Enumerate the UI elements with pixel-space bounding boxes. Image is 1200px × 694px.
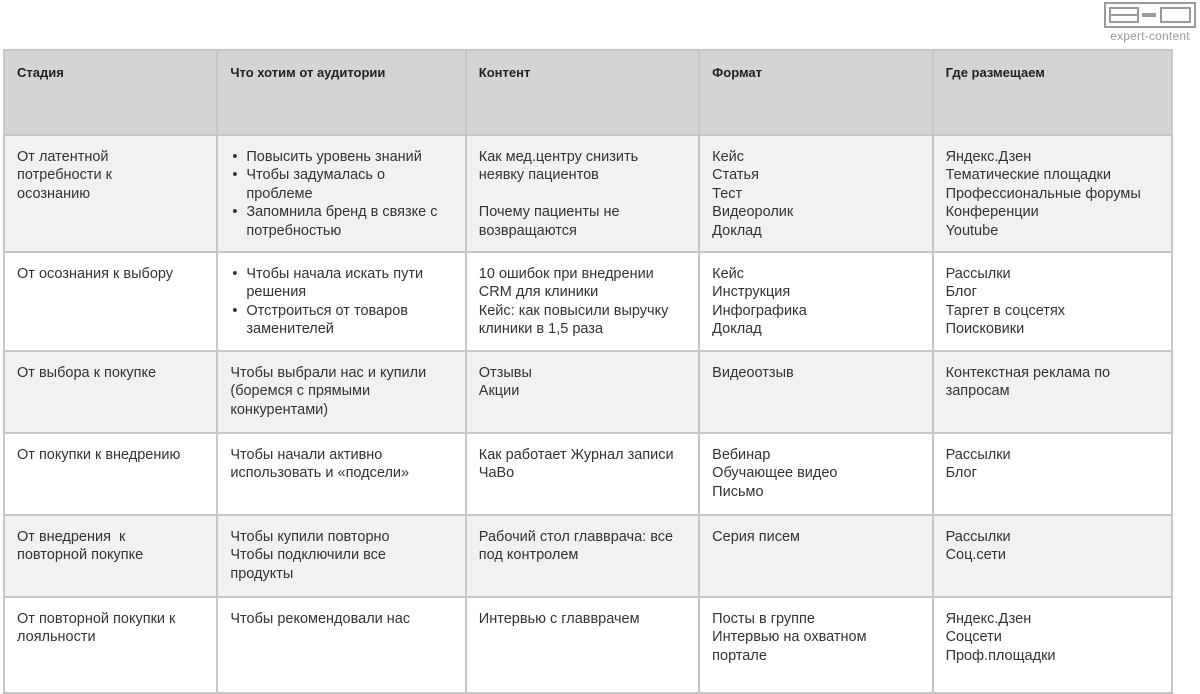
format-item: Инфографика — [712, 302, 807, 319]
goals-cell — [217, 135, 465, 252]
format-item: Доклад — [712, 321, 762, 338]
format-item: Обучающее видео — [712, 465, 838, 482]
format-item: Инструкция — [712, 284, 791, 301]
stage-cell — [4, 597, 217, 693]
placement-item: Яндекс.Дзен — [945, 611, 1032, 627]
format-item: Интервью на охватном портале — [712, 629, 867, 664]
logo-text: expert-content — [1110, 29, 1190, 43]
placement-item: Рассылки — [945, 529, 1011, 545]
table-row — [4, 597, 1172, 693]
table-row — [4, 135, 1172, 252]
format-cell — [699, 597, 932, 693]
stage-text: осознанию — [17, 185, 91, 202]
format-cell — [699, 351, 932, 433]
stage-text: От выбора к покупке — [17, 365, 157, 381]
placement-item: Конференции — [945, 204, 1039, 221]
header-format: Формат — [699, 50, 932, 135]
content-cell — [466, 135, 699, 252]
placement-item: Профессиональные форумы — [945, 185, 1141, 202]
placement-item: Соцсети — [945, 629, 1002, 646]
header-goals: Что хотим от аудитории — [217, 50, 465, 135]
format-item: Доклад — [712, 222, 762, 239]
placement-item: Контекстная реклама по запросам — [945, 365, 1111, 400]
goals-cell — [217, 351, 465, 433]
placement-cell — [933, 515, 1172, 597]
table-row — [4, 433, 1172, 515]
content-item: Отзывы — [478, 365, 532, 381]
stage-text: повторной покупке — [17, 547, 144, 564]
placement-item: Youtube — [945, 222, 999, 239]
placement-cell — [933, 135, 1172, 252]
content-cell — [466, 597, 699, 693]
format-item: Видеоролик — [712, 204, 794, 221]
header-placement: Где размещаем — [933, 50, 1172, 135]
placement-cell — [933, 252, 1172, 351]
stage-cell — [4, 433, 217, 515]
table-row — [4, 515, 1172, 597]
format-item: Кейс — [712, 149, 745, 165]
stage-cell — [4, 135, 217, 252]
stage-cell — [4, 515, 217, 597]
table-header-row — [4, 50, 1172, 135]
goal-bullet: • Чтобы задумалась о проблеме — [232, 166, 452, 203]
format-item: Статья — [712, 167, 759, 184]
content-cell — [466, 252, 699, 351]
format-item: Серия писем — [712, 529, 800, 545]
format-cell — [699, 135, 932, 252]
content-item: Как работает Журнал записи — [478, 447, 674, 463]
stage-text: От повторной покупки к лояльности — [17, 611, 176, 646]
content-item: Почему пациенты не возвращаются — [478, 204, 620, 239]
format-item: Тест — [712, 185, 743, 202]
goal-text: Чтобы купили повторно — [230, 529, 390, 545]
stage-text: От латентной — [17, 149, 109, 165]
content-item: ЧаВо — [478, 465, 515, 482]
goal-text: Чтобы выбрали нас и купили (боремся с прямыми конкурентами) — [230, 365, 427, 418]
goal-bullet: • Запомнила бренд в связке с потребностью — [232, 203, 452, 240]
format-item: Письмо — [712, 483, 764, 500]
header-stage: Стадия — [4, 50, 217, 135]
placement-cell — [933, 597, 1172, 693]
table-row — [4, 252, 1172, 351]
stage-text: От покупки к внедрению — [17, 447, 181, 463]
placement-item: Тематические площадки — [945, 167, 1111, 184]
placement-item: Проф.площадки — [945, 647, 1056, 664]
placement-item: Поисковики — [945, 321, 1025, 338]
stage-text: потребности к — [17, 167, 112, 184]
content-spacer — [479, 185, 686, 203]
table-row — [4, 351, 1172, 433]
goal-bullet: • Отстроиться от товаров заменителей — [232, 302, 452, 339]
content-cell — [466, 433, 699, 515]
content-strategy-table — [3, 49, 1173, 694]
content-cell — [466, 515, 699, 597]
stage-cell — [4, 351, 217, 433]
goal-bullet: • Повысить уровень знаний — [232, 148, 452, 166]
placement-cell — [933, 351, 1172, 433]
content-item: Интервью с главврачем — [478, 611, 640, 627]
content-item: Кейс: как повысили выручку клиники в 1,5 раза — [478, 302, 669, 338]
content-item: 10 ошибок при внедрении CRM для клиники — [478, 266, 654, 301]
stage-text: От осознания к выбору — [17, 266, 174, 282]
format-item: Посты в группе — [712, 611, 815, 627]
brand-logo — [1104, 2, 1196, 43]
placement-item: Яндекс.Дзен — [945, 149, 1032, 165]
goal-bullet: • Чтобы начала искать пути решения — [232, 265, 452, 302]
placement-item: Блог — [945, 465, 977, 482]
content-item: Рабочий стол главврача: все под контролем — [478, 529, 674, 564]
stage-text: От внедрения к — [17, 529, 126, 545]
goals-cell — [217, 597, 465, 693]
header-content: Контент — [466, 50, 699, 135]
placement-item: Соц.сети — [945, 547, 1007, 564]
goal-text: Чтобы подключили все продукты — [230, 547, 387, 582]
format-item: Вебинар — [712, 447, 771, 463]
placement-item: Таргет в соцсетях — [945, 302, 1066, 319]
stage-cell — [4, 252, 217, 351]
format-item: Видеоотзыв — [712, 365, 794, 381]
placement-cell — [933, 433, 1172, 515]
goal-text: Чтобы рекомендовали нас — [230, 611, 411, 627]
format-cell — [699, 515, 932, 597]
goal-text: Чтобы начали активно использовать и «подсели» — [230, 447, 410, 482]
goals-cell — [217, 515, 465, 597]
expert-content-logo-icon — [1104, 2, 1196, 28]
format-item: Кейс — [712, 266, 745, 282]
placement-item: Рассылки — [945, 266, 1011, 282]
content-item: Акции — [478, 383, 520, 400]
format-cell — [699, 433, 932, 515]
format-cell — [699, 252, 932, 351]
placement-item: Блог — [945, 284, 977, 301]
goals-cell — [217, 252, 465, 351]
content-cell — [466, 351, 699, 433]
content-item: Как мед.центру снизить неявку пациентов — [478, 149, 639, 184]
placement-item: Рассылки — [945, 447, 1011, 463]
goals-cell — [217, 433, 465, 515]
